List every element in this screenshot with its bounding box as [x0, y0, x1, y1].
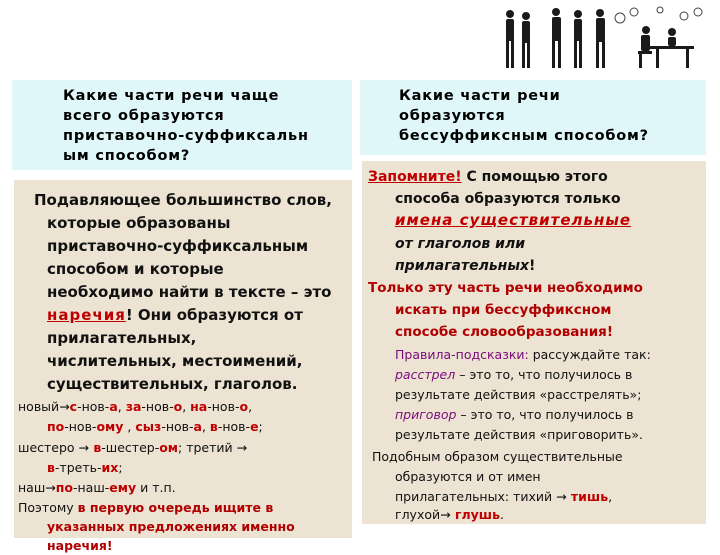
- question-box-left: [12, 80, 352, 170]
- hints-label: Правила-подсказки:: [395, 347, 529, 362]
- left-text-line: прилагательных,: [47, 329, 197, 347]
- right-text-line: Запомните! С помощью этого: [368, 169, 608, 185]
- left-text-line: существительных, глаголов.: [47, 375, 298, 393]
- arrow-icon: →: [556, 489, 567, 504]
- left-text-line: приставочно-суффиксальным: [47, 237, 309, 255]
- conclusion-line: Поэтому в первую очередь ищите в: [18, 500, 274, 515]
- question-right-line3: бессуффиксным способом?: [399, 128, 649, 144]
- remember-label: Запомните!: [368, 169, 462, 185]
- right-text-line: прилагательных!: [395, 258, 536, 274]
- example-line: новый→с-нов-а, за-нов-о, на-нов-о,: [18, 399, 253, 414]
- arrow-icon: →: [236, 440, 248, 455]
- hint-line: результате действия «приговорить».: [395, 427, 643, 442]
- question-left-line2: всего образуются: [63, 108, 225, 124]
- conclusion-line: наречия!: [47, 538, 113, 553]
- question-right-line1: Какие части речи: [399, 88, 561, 104]
- hint-line: расстрел – это то, что получилось в: [395, 367, 633, 382]
- arrow-icon: →: [45, 480, 56, 495]
- nouns-highlight: имена существительные: [395, 211, 632, 229]
- hint-line: результате действия «расстрелять»;: [395, 387, 642, 402]
- conclusion-line: указанных предложениях именно: [47, 519, 295, 534]
- question-box-right: [360, 80, 706, 155]
- right-info-panel: [362, 161, 706, 524]
- right-text-line: искать при бессуффиксном: [395, 302, 612, 318]
- question-left-line3: приставочно-суффиксальн: [63, 128, 309, 144]
- right-text-line: глухой→ глушь.: [395, 507, 504, 522]
- left-text-line: которые образованы: [47, 214, 231, 232]
- left-info-panel: [14, 180, 352, 553]
- arrow-icon: →: [59, 399, 70, 414]
- left-text-line: числительных, местоимений,: [47, 352, 303, 370]
- arrow-icon: →: [78, 440, 90, 455]
- right-text-line: от глаголов или: [395, 236, 526, 252]
- right-text-line: способа образуются только: [395, 191, 621, 207]
- right-text-line: Только эту часть речи необходимо: [368, 280, 643, 296]
- business-people-icon: [500, 4, 710, 76]
- question-right-line2: образуются: [399, 108, 506, 124]
- question-left-line1: Какие части речи чаще: [63, 88, 280, 104]
- example-line: шестеро → в-шестер-ом; третий →: [18, 440, 248, 455]
- left-text-line: способом и которые: [47, 260, 224, 278]
- left-text-line: Подавляющее большинство слов,: [34, 191, 332, 209]
- left-text-line: наречия! Они образуются от: [47, 306, 303, 324]
- arrow-icon: →: [440, 507, 451, 522]
- left-text-line: необходимо найти в тексте – это: [47, 283, 332, 301]
- example-line: в-треть-их;: [47, 460, 123, 475]
- right-text-line: Подобным образом существительные: [372, 449, 623, 464]
- hint-line: Правила-подсказки: рассуждайте так:: [395, 347, 651, 362]
- right-text-line: образуются и от имен: [395, 469, 541, 484]
- example-line: по-нов-ому , сыз-нов-а, в-нов-е;: [47, 419, 263, 434]
- example-line: наш→по-наш-ему и т.п.: [18, 480, 176, 495]
- adverb-highlight: наречия: [47, 306, 126, 324]
- question-left-line4: ым способом?: [63, 148, 191, 164]
- right-text-line: прилагательных: тихий → тишь,: [395, 489, 613, 504]
- right-text-line: способе словообразования!: [395, 324, 614, 340]
- hint-line: приговор – это то, что получилось в: [395, 407, 634, 422]
